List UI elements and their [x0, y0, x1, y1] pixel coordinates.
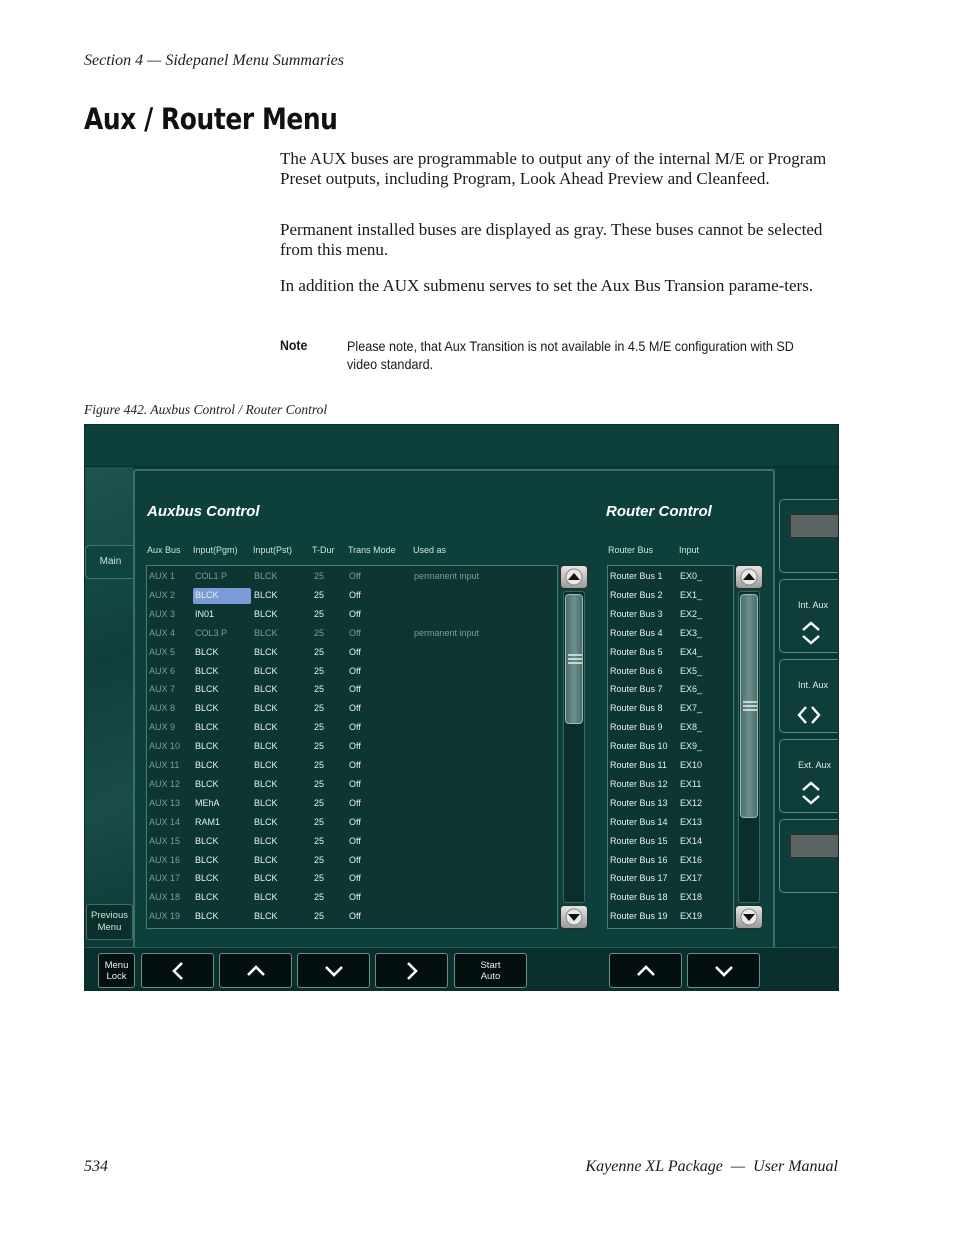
router-input-cell: EX8_ — [680, 722, 703, 733]
table-row[interactable] — [147, 851, 557, 870]
router-bus-cell: Router Bus 11 — [610, 760, 667, 770]
aux-bus-cell: AUX 13 — [149, 797, 181, 808]
right-button[interactable] — [375, 953, 448, 988]
router-input-cell: EX17 — [680, 873, 703, 884]
router-bus-cell: Router Bus 12 — [610, 778, 668, 789]
table-row[interactable] — [147, 662, 557, 681]
router-input-cell: EX16 — [680, 854, 703, 865]
input-pst-cell: BLCK — [254, 722, 278, 733]
table-row[interactable] — [608, 832, 733, 851]
left-button[interactable] — [141, 953, 214, 988]
aux-bus-cell: AUX 19 — [149, 911, 181, 922]
table-row[interactable] — [147, 756, 557, 775]
table-row[interactable] — [608, 851, 733, 870]
t-dur-cell: 25 — [314, 797, 325, 808]
aux-scroll-up-button[interactable] — [560, 565, 588, 589]
router-bus-cell: Router Bus 8 — [610, 703, 663, 714]
input-pgm-cell: BLCK — [195, 835, 219, 846]
router-bus-table — [607, 565, 734, 929]
triangle-up-icon — [736, 566, 762, 588]
router-bus-cell: Router Bus 9 — [610, 722, 663, 733]
table-row[interactable] — [147, 567, 557, 586]
table-row[interactable] — [608, 680, 733, 699]
side-button-label: Int. Aux — [798, 680, 829, 690]
input-pgm-cell: BLCK — [195, 778, 219, 789]
screen-top-bar — [85, 425, 839, 467]
triangle-down-icon — [561, 906, 587, 928]
t-dur-cell: 25 — [314, 911, 325, 922]
side-value-field-top — [790, 514, 839, 538]
input-pst-cell: BLCK — [254, 646, 278, 657]
grip-lines-icon — [741, 595, 759, 817]
router-input-cell: EX11 — [680, 778, 702, 789]
tab-main[interactable]: Main — [85, 545, 135, 579]
input-pst-cell: BLCK — [254, 816, 278, 827]
router-input-cell: EX4_ — [680, 646, 703, 657]
trans-mode-cell: Off — [349, 627, 361, 638]
router-input-cell: EX3_ — [680, 627, 703, 638]
aux-scroll-track[interactable] — [563, 591, 585, 903]
router-input-cell: EX2_ — [680, 608, 703, 619]
router-bus-cell: Router Bus 5 — [610, 646, 663, 657]
triangle-up-icon — [561, 566, 587, 588]
side-button-label: Ext. Aux — [798, 760, 832, 770]
input-pst-cell: BLCK — [254, 703, 278, 714]
t-dur-cell: 25 — [314, 646, 325, 657]
input-pgm-cell: IN01 — [195, 608, 215, 619]
col-aux-bus: Aux Bus — [147, 545, 181, 555]
running-head: Section 4 — Sidepanel Menu Summaries — [84, 52, 344, 69]
aux-bus-cell: AUX 14 — [149, 816, 181, 827]
aux-bus-cell: AUX 2 — [149, 589, 176, 600]
router-control-title: Router Control — [606, 503, 712, 520]
input-pst-cell: BLCK — [254, 892, 278, 903]
input-pgm-cell: BLCK — [195, 873, 219, 884]
input-pgm-cell: BLCK — [195, 911, 219, 922]
int-aux-left-right-button[interactable] — [779, 659, 839, 733]
router-input-cell: EX19 — [680, 911, 703, 922]
col-used-as: Used as — [413, 545, 447, 555]
screen-left-strip — [85, 467, 133, 947]
figure-caption: Figure 442. Auxbus Control / Router Control — [84, 402, 328, 417]
t-dur-cell: 25 — [314, 760, 325, 770]
table-row[interactable] — [147, 907, 557, 926]
aux-bus-cell: AUX 11 — [149, 760, 180, 770]
start-auto-button[interactable]: Start Auto — [454, 953, 527, 988]
input-pst-cell: BLCK — [254, 835, 278, 846]
up-button[interactable] — [219, 953, 292, 988]
router-input-cell: EX9_ — [680, 741, 703, 752]
input-pgm-cell: BLCK — [195, 854, 219, 865]
trans-mode-cell: Off — [349, 835, 361, 846]
trans-mode-cell: Off — [349, 873, 361, 884]
aux-bus-cell: AUX 5 — [149, 646, 176, 657]
footer-title: Kayenne XL Package — User Manual — [585, 1158, 838, 1175]
used-as-cell: permanent input — [414, 571, 480, 581]
trans-mode-cell: Off — [349, 589, 361, 600]
input-pgm-cell: BLCK — [195, 892, 219, 903]
router-bus-cell: Router Bus 1 — [610, 571, 663, 581]
table-row[interactable] — [147, 699, 557, 718]
input-pgm-cell: BLCK — [195, 722, 219, 733]
t-dur-cell: 25 — [314, 778, 325, 789]
t-dur-cell: 25 — [314, 722, 325, 733]
up-down-chevron-icon — [800, 620, 822, 646]
trans-mode-cell: Off — [349, 684, 361, 695]
aux-bus-cell: AUX 18 — [149, 892, 181, 903]
trans-mode-cell: Off — [349, 854, 361, 865]
table-row[interactable] — [608, 567, 733, 586]
grip-lines-icon — [566, 595, 584, 723]
col-trans-mode: Trans Mode — [348, 545, 396, 555]
aux-bus-cell: AUX 15 — [149, 835, 181, 846]
input-pgm-cell: RAM1 — [195, 816, 221, 827]
bottom-button-bar — [85, 947, 839, 991]
col-input-pgm: Input(Pgm) — [193, 545, 238, 555]
input-pgm-cell: BLCK — [195, 589, 219, 600]
router-input-cell: EX5_ — [680, 665, 703, 676]
used-as-cell: permanent input — [414, 627, 480, 638]
input-pst-cell: BLCK — [254, 571, 278, 581]
t-dur-cell: 25 — [314, 741, 325, 752]
table-row[interactable] — [147, 737, 557, 756]
trans-mode-cell: Off — [349, 646, 361, 657]
table-row[interactable] — [608, 737, 733, 756]
table-row[interactable] — [147, 869, 557, 888]
side-field-button-bottom[interactable] — [779, 819, 839, 893]
table-row[interactable] — [147, 775, 557, 794]
router-input-cell: EX18 — [680, 892, 703, 903]
table-row[interactable] — [608, 586, 733, 605]
aux-bus-cell: AUX 3 — [149, 608, 176, 619]
input-pst-cell: BLCK — [254, 854, 278, 865]
chevron-up-icon — [245, 963, 267, 979]
input-pgm-cell: BLCK — [195, 703, 219, 714]
router-down-button[interactable] — [687, 953, 760, 988]
router-bus-cell: Router Bus 6 — [610, 665, 663, 676]
col-router-input: Input — [679, 545, 700, 555]
col-router-bus: Router Bus — [608, 545, 654, 555]
body-paragraph-1: The AUX buses are programmable to output any of the internal M/E or Program Preset outputs, including Program, Look Ahead Preview and Cleanfeed. — [280, 149, 827, 188]
trans-mode-cell: Off — [349, 571, 361, 581]
input-pgm-cell: BLCK — [195, 760, 219, 770]
note-label: Note — [280, 337, 308, 353]
aux-bus-cell: AUX 17 — [149, 873, 181, 884]
input-pgm-cell: BLCK — [195, 684, 219, 695]
note-text: Please note, that Aux Transition is not available in 4.5 M/E configuration with SD video standard. — [347, 338, 794, 372]
router-input-cell: EX13 — [680, 816, 703, 827]
input-pst-cell: BLCK — [254, 873, 278, 884]
t-dur-cell: 25 — [314, 589, 325, 600]
t-dur-cell: 25 — [314, 665, 325, 676]
left-right-chevron-icon — [796, 704, 822, 726]
table-row[interactable] — [147, 832, 557, 851]
trans-mode-cell: Off — [349, 608, 361, 619]
input-pgm-cell: BLCK — [195, 665, 219, 676]
input-pgm-cell: BLCK — [195, 741, 219, 752]
auxbus-control-title: Auxbus Control — [147, 503, 260, 520]
int-aux-up-down-button[interactable] — [779, 579, 839, 653]
table-row[interactable] — [147, 624, 557, 643]
trans-mode-cell: Off — [349, 911, 361, 922]
router-bus-cell: Router Bus 10 — [610, 741, 668, 752]
side-field-button-top[interactable] — [779, 499, 839, 573]
trans-mode-cell: Off — [349, 741, 361, 752]
input-pst-cell: BLCK — [254, 797, 278, 808]
table-row[interactable] — [608, 869, 733, 888]
aux-bus-cell: AUX 8 — [149, 703, 176, 714]
side-value-field-bottom — [790, 834, 839, 858]
t-dur-cell: 25 — [314, 608, 325, 619]
router-scroll-track[interactable] — [738, 591, 760, 903]
input-pst-cell: BLCK — [254, 608, 278, 619]
t-dur-cell: 25 — [314, 873, 325, 884]
table-row[interactable] — [147, 888, 557, 907]
chevron-down-icon — [713, 963, 735, 979]
trans-mode-cell: Off — [349, 797, 361, 808]
aux-bus-cell: AUX 10 — [149, 741, 181, 752]
ext-aux-up-down-button[interactable] — [779, 739, 839, 813]
body-paragraph-3: In addition the AUX submenu serves to set the Aux Bus Transion parame-ters. — [280, 276, 814, 295]
triangle-down-icon — [736, 906, 762, 928]
table-row[interactable] — [608, 662, 733, 681]
table-row[interactable] — [608, 907, 733, 926]
table-row[interactable] — [147, 586, 557, 605]
router-input-cell: EX0_ — [680, 571, 703, 581]
input-pgm-cell: COL1 P — [195, 571, 228, 581]
aux-scroll-thumb[interactable] — [565, 594, 583, 724]
table-row[interactable] — [147, 718, 557, 737]
table-row[interactable] — [608, 813, 733, 832]
table-row[interactable] — [608, 699, 733, 718]
input-pst-cell: BLCK — [254, 741, 278, 752]
trans-mode-cell: Off — [349, 665, 361, 676]
router-input-cell: EX10 — [680, 760, 703, 770]
menu-lock-button[interactable]: Menu Lock — [98, 953, 135, 988]
aux-bus-cell: AUX 9 — [149, 722, 176, 733]
router-up-button[interactable] — [609, 953, 682, 988]
page-folio: 534 — [84, 1158, 108, 1175]
router-input-cell: EX1_ — [680, 589, 703, 600]
table-row[interactable] — [608, 794, 733, 813]
aux-bus-table — [146, 565, 558, 929]
trans-mode-cell: Off — [349, 778, 361, 789]
table-row[interactable] — [147, 680, 557, 699]
page-title: Aux / Router Menu — [84, 102, 338, 136]
t-dur-cell: 25 — [314, 892, 325, 903]
t-dur-cell: 25 — [314, 816, 325, 827]
input-pst-cell: BLCK — [254, 665, 278, 676]
router-input-cell: EX7_ — [680, 703, 703, 714]
chevron-left-icon — [170, 960, 186, 982]
up-down-chevron-icon — [800, 780, 822, 806]
chevron-right-icon — [404, 960, 420, 982]
aux-scroll-down-button[interactable] — [560, 905, 588, 929]
aux-bus-cell: AUX 4 — [149, 627, 176, 638]
down-button[interactable] — [297, 953, 370, 988]
table-row[interactable] — [608, 605, 733, 624]
router-bus-cell: Router Bus 2 — [610, 589, 663, 600]
trans-mode-cell: Off — [349, 703, 361, 714]
router-bus-cell: Router Bus 7 — [610, 684, 663, 695]
trans-mode-cell: Off — [349, 722, 361, 733]
router-bus-cell: Router Bus 15 — [610, 835, 668, 846]
col-input-pst: Input(Pst) — [253, 545, 293, 555]
table-row[interactable] — [608, 775, 733, 794]
table-row[interactable] — [147, 643, 557, 662]
input-pst-cell: BLCK — [254, 760, 278, 770]
router-bus-cell: Router Bus 16 — [610, 854, 668, 865]
aux-bus-cell: AUX 6 — [149, 665, 176, 676]
input-pst-cell: BLCK — [254, 778, 278, 789]
router-input-cell: EX6_ — [680, 684, 703, 695]
input-pst-cell: BLCK — [254, 589, 278, 600]
router-scrollbar[interactable] — [735, 565, 763, 929]
table-row[interactable] — [608, 888, 733, 907]
input-pgm-cell: MEhA — [195, 797, 220, 808]
table-row[interactable] — [608, 756, 733, 775]
table-row[interactable] — [608, 718, 733, 737]
router-scroll-thumb[interactable] — [740, 594, 758, 818]
aux-bus-cell: AUX 7 — [149, 684, 176, 695]
router-bus-cell: Router Bus 18 — [610, 892, 668, 903]
table-row[interactable] — [147, 605, 557, 624]
aux-scrollbar[interactable] — [560, 565, 588, 929]
table-row[interactable] — [608, 643, 733, 662]
input-pst-cell: BLCK — [254, 627, 278, 638]
router-scroll-down-button[interactable] — [735, 905, 763, 929]
trans-mode-cell: Off — [349, 892, 361, 903]
t-dur-cell: 25 — [314, 703, 325, 714]
t-dur-cell: 25 — [314, 835, 325, 846]
body-paragraph-2: Permanent installed buses are displayed as gray. These buses cannot be selected from this menu. — [280, 220, 823, 259]
table-row[interactable] — [147, 794, 557, 813]
side-button-label: Int. Aux — [798, 600, 829, 610]
t-dur-cell: 25 — [314, 854, 325, 865]
router-input-cell: EX14 — [680, 835, 703, 846]
table-row[interactable] — [147, 813, 557, 832]
trans-mode-cell: Off — [349, 760, 361, 770]
router-scroll-up-button[interactable] — [735, 565, 763, 589]
input-pst-cell: BLCK — [254, 684, 278, 695]
col-t-dur: T-Dur — [312, 545, 335, 555]
t-dur-cell: 25 — [314, 627, 325, 638]
router-bus-cell: Router Bus 4 — [610, 627, 663, 638]
aux-bus-cell: AUX 16 — [149, 854, 181, 865]
aux-bus-cell: AUX 12 — [149, 778, 181, 789]
t-dur-cell: 25 — [314, 684, 325, 695]
input-pgm-cell: COL3 P — [195, 627, 228, 638]
table-row[interactable] — [608, 624, 733, 643]
aux-router-screenshot — [84, 424, 839, 991]
input-pst-cell: BLCK — [254, 911, 278, 922]
router-bus-cell: Router Bus 13 — [610, 797, 668, 808]
router-bus-cell: Router Bus 3 — [610, 608, 663, 619]
router-input-cell: EX12 — [680, 797, 703, 808]
chevron-down-icon — [323, 963, 345, 979]
t-dur-cell: 25 — [314, 571, 325, 581]
router-bus-cell: Router Bus 19 — [610, 911, 668, 922]
chevron-up-icon — [635, 963, 657, 979]
router-bus-cell: Router Bus 17 — [610, 873, 668, 884]
input-pgm-cell: BLCK — [195, 646, 219, 657]
trans-mode-cell: Off — [349, 816, 361, 827]
previous-menu-button[interactable]: Previous Menu — [86, 904, 133, 940]
router-bus-cell: Router Bus 14 — [610, 816, 668, 827]
aux-bus-cell: AUX 1 — [149, 571, 176, 581]
main-panel — [133, 469, 775, 949]
